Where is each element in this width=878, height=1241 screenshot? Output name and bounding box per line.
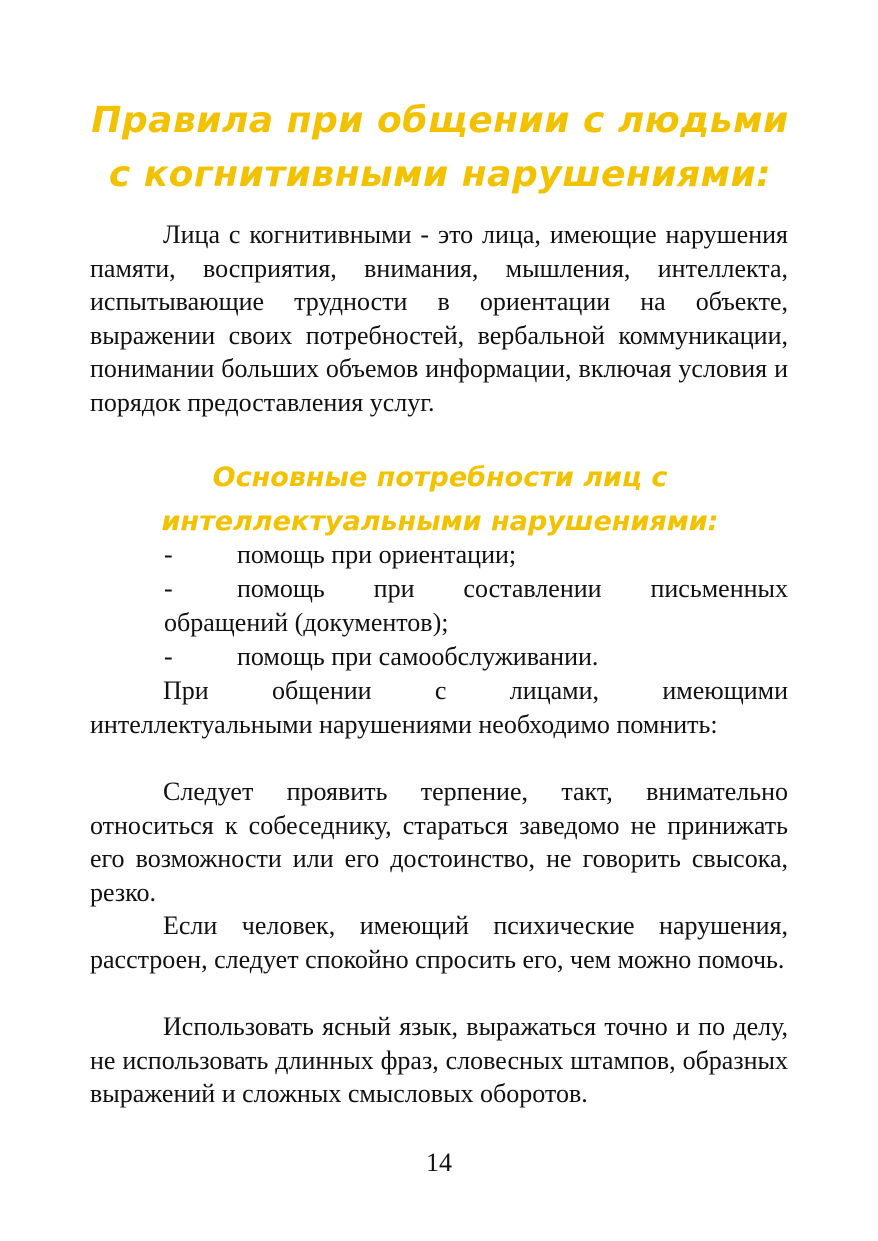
body-paragraph: Следует проявить терпение, такт, внимательно относиться к собеседнику, стараться заведомо не принижать его возможности или его достоинство, не говорить свысока, резко. — [90, 777, 788, 907]
body-paragraph: При общении с лицами, имеющими интеллектуальными нарушениями необходимо помнить: — [90, 676, 788, 739]
page-title — [60, 94, 820, 202]
bullet-text: помощь при ориентации; — [237, 540, 517, 569]
page-title-line-2: с когнитивными нарушениями: — [108, 154, 772, 195]
bullet-item — [164, 640, 788, 674]
page-title-line-1: Правила при общении с людьми — [91, 100, 789, 141]
bullet-item — [164, 538, 788, 572]
body-paragraph: Использовать ясный язык, выражаться точно и по делу, не использовать длинных фраз, словесных штампов, образных выражений и сложных смысловых оборотов. — [90, 1012, 788, 1108]
bullet-text: помощь при самообслуживании. — [237, 642, 599, 671]
section-subtitle — [120, 456, 760, 544]
bullet-item — [164, 572, 788, 639]
body-paragraph: Если человек, имеющий психические нарушения, расстроен, следует спокойно спросить его, чем можно помочь. — [90, 911, 788, 974]
section-subtitle-line-1: Основные потребности лиц с — [212, 462, 668, 493]
section-subtitle-line-2: интеллектуальными нарушениями: — [161, 506, 719, 537]
bullet-dash: - — [164, 574, 173, 603]
bullet-dash: - — [164, 540, 173, 569]
intro-paragraph: Лица с когнитивными - это лица, имеющие нарушения памяти, восприятия, внимания, мышления, интеллекта, испытывающие трудности в ориентации на объекте, выражении своих потребностей, вербальной коммуникации, понимании больших объемов информации, включая условия и порядок предоставления услуг. — [90, 220, 788, 417]
bullet-text: помощь при составлении письменных обращений (документов); — [164, 574, 788, 637]
bullet-dash: - — [164, 642, 173, 671]
page-number: 14 — [426, 1148, 452, 1177]
